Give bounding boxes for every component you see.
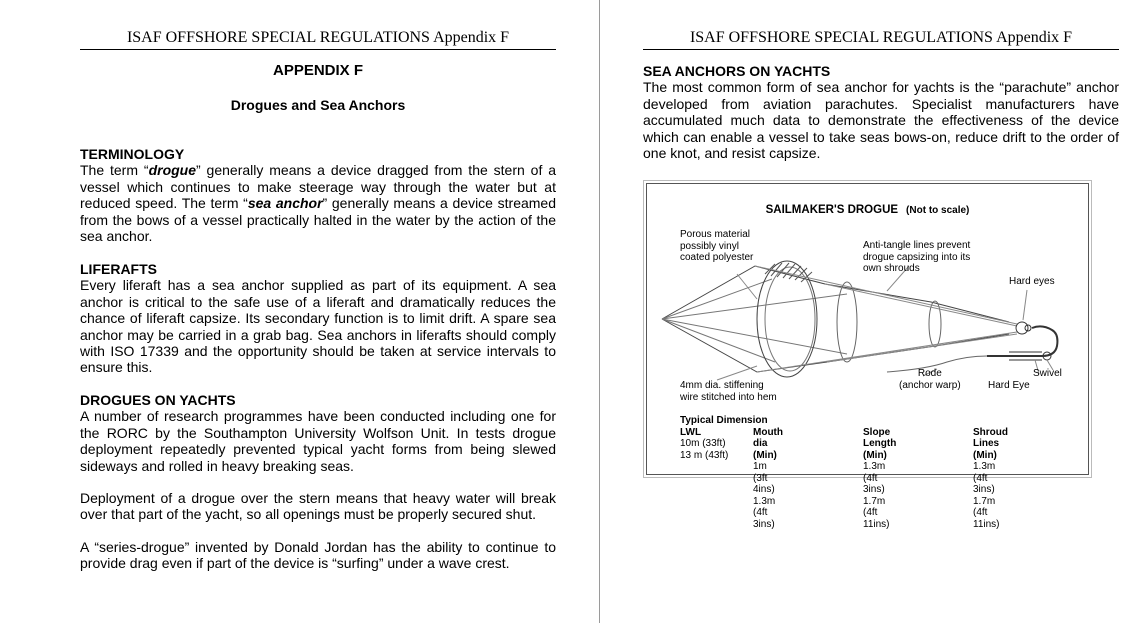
label-stiffening-wire: 4mm dia. stiffening wire stitched into hem — [680, 380, 777, 403]
sea-anchors-heading: SEA ANCHORS ON YACHTS — [643, 63, 831, 79]
drogues-section — [80, 392, 556, 572]
drogues-paragraph-1: A number of research programmes have been conducted including one for the RORC by the Southampton University Wolfson Unit. In tests drogue deployment repeatedly prevented typical yacht forms from being slewed sideways and rolled in heavy breaking seas. — [80, 408, 556, 474]
dimension-col-lwl — [680, 427, 728, 462]
dimension-header: LWL — [680, 426, 702, 438]
drogues-heading: DROGUES ON YACHTS — [80, 392, 236, 408]
drogues-paragraph-2: Deployment of a drogue over the stern means that heavy water will break over that part of the yacht, so all openings must be properly secured shut. — [80, 490, 556, 523]
liferafts-section — [80, 261, 556, 376]
dimension-caption: Typical Dimension — [680, 415, 768, 426]
terminology-text: The term “drogue” generally means a device dragged from the stern of a vessel which continues to make steerage way through the water but at reduced speed. The term “sea anchor” generally means a device streamed from the bows of a vessel practically halted in the water by the action of the sea anchor. — [80, 162, 556, 245]
dimension-col-mouth — [753, 427, 783, 531]
dimension-header: Slope Length (Min) — [863, 426, 897, 461]
dimension-cell: 1.3m (4ft 3ins) — [753, 495, 776, 530]
sea-anchors-section — [643, 63, 1119, 161]
dimension-cell: 10m (33ft) — [680, 438, 726, 449]
terminology-section — [80, 146, 556, 244]
appendix-title: APPENDIX F — [272, 62, 363, 79]
label-hard-eye: Hard Eye — [988, 380, 1030, 391]
label-hard-eyes: Hard eyes — [1009, 276, 1055, 287]
dimension-cell: 1.7m (4ft 11ins) — [863, 495, 890, 530]
label-porous-material: Porous material possibly vinyl coated polyester — [680, 229, 754, 263]
running-header-left: ISAF OFFSHORE SPECIAL REGULATIONS Appendix F — [80, 28, 556, 50]
drogue-bottom-edge — [662, 319, 1009, 372]
liferafts-text: Every liferaft has a sea anchor supplied as part of its equipment. A sea anchor is critical to the safe use of a liferaft and dramatically reduces the chance of liferaft capsize. Its secondary function is to limit drift. A spare sea anchor may be carried in a grab bag. Sea anchors in liferafts should comply with ISO 17339 and the opportunity should be taken at service intervals to ensure this. — [80, 277, 556, 376]
figure-note: (Not to scale) — [906, 205, 970, 216]
mouth-hem — [757, 261, 817, 377]
dimension-header: Shroud Lines (Min) — [973, 426, 1008, 461]
running-header-right: ISAF OFFSHORE SPECIAL REGULATIONS Appendix F — [643, 28, 1119, 50]
drogues-paragraph-3: A “series-drogue” invented by Donald Jordan has the ability to continue to provide drag even if part of the device is “surfing” under a wave crest. — [80, 538, 556, 572]
terminology-heading: TERMINOLOGY — [80, 146, 185, 162]
liferafts-heading: LIFERAFTS — [80, 261, 157, 277]
dimension-cell: 1.3m (4ft 3ins) — [863, 461, 886, 495]
term-drogue: drogue — [148, 162, 197, 179]
dimension-table — [680, 415, 1008, 530]
dimension-cell: 1m (3ft 4ins) — [753, 461, 775, 495]
dimension-cell: 1.3m (4ft 3ins) — [973, 461, 996, 495]
dimension-cell: 1.7m (4ft 11ins) — [973, 495, 1000, 530]
sea-anchors-text: The most common form of sea anchor for yachts is the “parachute” anchor developed from aviation parachutes. Specialist manufacturers have accumulated much data to demonstrate the effectiveness of the device which can enable a vessel to take seas bows-on, reduce drift to the order of one knot, and resist capsize. — [643, 79, 1119, 162]
label-anti-tangle: Anti-tangle lines prevent drogue capsizing into its own shrouds — [863, 240, 971, 274]
appendix-subtitle: Drogues and Sea Anchors — [230, 97, 406, 113]
label-swivel: Swivel — [1033, 368, 1062, 379]
dimension-header: Mouth dia (Min) — [753, 426, 783, 461]
dimension-col-shroud — [973, 427, 1008, 531]
dimension-col-slope — [863, 427, 896, 531]
drogue-figure — [646, 183, 1089, 530]
page-divider — [599, 0, 600, 623]
dimension-cell: 13 m (43ft) — [680, 449, 729, 461]
figure-title: SAILMAKER'S DROGUE (Not to scale) — [765, 204, 970, 216]
term-sea-anchor: sea anchor — [247, 195, 323, 212]
label-rode: Rode (anchor warp) — [899, 368, 961, 391]
